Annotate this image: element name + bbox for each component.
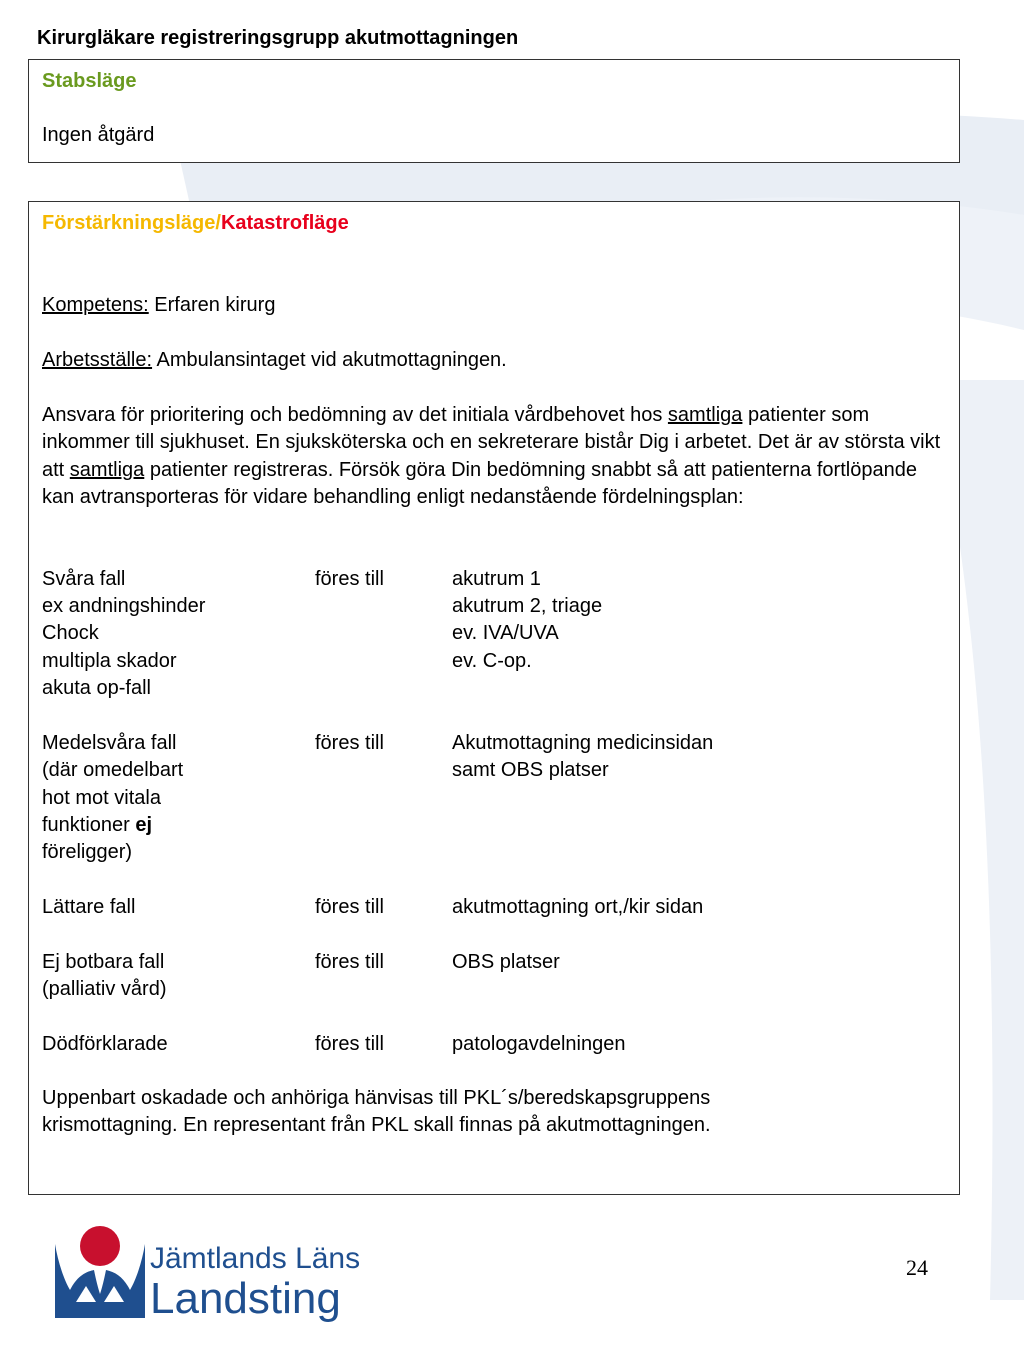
arbetsstalle-label: Arbetsställe: [42,349,153,371]
plan-dest: akutrum 2, triage [452,595,603,617]
closing-line-1: Uppenbart oskadade och anhöriga hänvisas till PKL´s/beredskapsgruppens [42,1087,711,1109]
plan-item: multipla skador [42,650,177,672]
plan-row-ej-botbara-arrow: föres till [315,951,384,973]
mode-heading [42,210,349,237]
kompetens-value: Erfaren kirurg [148,294,276,316]
page-number: 24 [906,1255,928,1280]
stabslage-heading: Stabsläge [42,70,137,92]
plan-row-lattare-arrow: föres till [315,896,384,918]
plan-item: (där omedelbart [42,759,184,781]
closing-line-2: krismottagning. En representant från PKL skall finnas på akutmottagningen. [42,1114,711,1136]
samtliga-underline-1: samtliga [667,404,743,426]
plan-row-svara-fall-dest: akutrum 1 [452,568,541,590]
plan-item: hot mot vitala [42,787,161,809]
plan-dest: samt OBS platser [452,759,609,781]
samtliga-underline-2: samtliga [69,458,145,481]
plan-row-dodforklarade: Dödförklarade [42,1033,168,1055]
plan-row-ej-botbara-dest: OBS platser [452,951,560,973]
plan-row-lattare-fall: Lättare fall [42,896,136,918]
plan-item: Chock [42,622,99,644]
stabslage-text: Ingen åtgärd [42,124,155,146]
plan-dest: ev. C-op. [452,650,532,672]
ej-bold: ej [135,814,153,836]
landsting-logo-icon [50,1222,150,1322]
plan-row-medelsvara-dest: Akutmottagning medicinsidan [452,732,714,754]
kompetens-label: Kompetens: [42,294,149,316]
arbetsstalle-value: Ambulansintaget vid akutmottagningen. [152,349,507,371]
plan-row-svara-fall-arrow: föres till [315,568,384,590]
plan-row-ej-botbara: Ej botbara fall [42,951,165,973]
plan-row-medelsvara-arrow: föres till [315,732,384,754]
stabslage-box [28,59,960,163]
plan-item: (palliativ vård) [42,978,167,1000]
plan-row-lattare-dest: akutmottagning ort,/kir sidan [452,896,704,918]
kompetens-line [42,292,275,319]
plan-row-dodforklarade-arrow: föres till [315,1033,384,1055]
plan-row-dodforklarade-dest: patologavdelningen [452,1033,626,1055]
logo-line-1: Jämtlands Läns [150,1242,361,1275]
forstarkning-katastrof-box [28,201,960,1195]
forstarkning-label: Förstärkningsläge/ [42,212,221,234]
arbetsstalle-line [42,347,507,374]
plan-item: akuta op-fall [42,677,151,699]
katastrof-label: Katastrofläge [220,212,349,234]
plan-row-svara-fall: Svåra fall [42,568,126,590]
plan-item: ex andningshinder [42,595,206,617]
logo-line-2: Landsting [150,1274,341,1323]
plan-dest: ev. IVA/UVA [452,622,559,644]
page-title: Kirurgläkare registreringsgrupp akutmottagningen [37,27,519,49]
plan-item: funktioner ej [42,814,153,836]
ansvar-paragraph: Ansvara för prioritering och bedömning av det initiala vårdbehovet hos samtliga patienter som inkommer till sjukhuset. En sjuksköterska och en sekreterare bistår Dig i arbetet. Det är av största vikt att samtliga patienter registreras. Försök göra Din bedömning snabbt så att patienterna fortlöpande kan avtransporteras för vidare behandling enligt nedanstående fördelningsplan: [42,404,941,508]
plan-row-medelsvara-fall: Medelsvåra fall [42,732,177,754]
plan-item: föreligger) [42,841,133,863]
